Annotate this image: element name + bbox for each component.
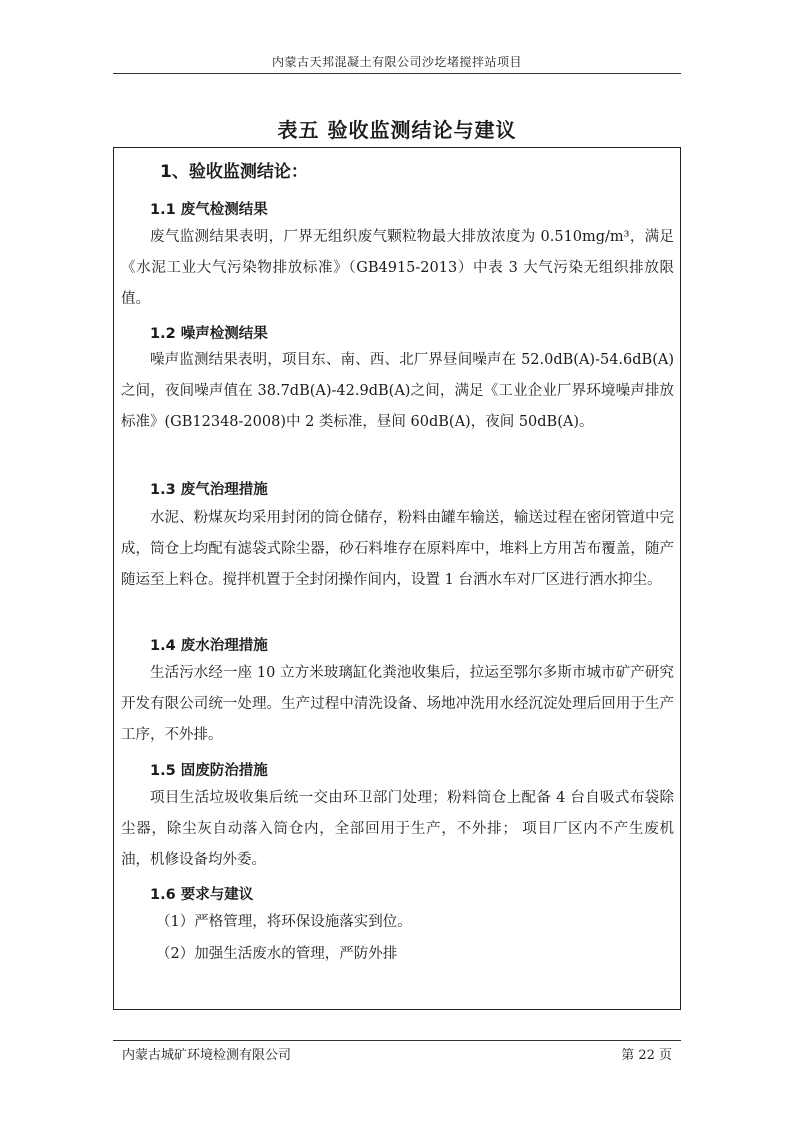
paragraph-noise-results: 噪声监测结果表明，项目东、南、西、北厂界昼间噪声在 52.0dB(A)-54.6dB(A)之间，夜间噪声值在 38.7dB(A)-42.9dB(A)之间，满足《工业企业厂界环境噪声排放标准》(GB12348-2008)中 2 类标准，昼间 60dB(A)，夜间 50dB(A)。	[121, 352, 674, 430]
paragraph-solid-waste-measures: 项目生活垃圾收集后统一交由环卫部门处理；粉料筒仓上配备 4 台自吸式布袋除尘器，除尘灰自动落入筒仓内，全部回用于生产，不外排； 项目厂区内不产生废机油，机修设备均外委。	[121, 790, 674, 868]
page-title: 表五 验收监测结论与建议	[277, 118, 517, 142]
paragraph-wastewater-measures: 生活污水经一座 10 立方米玻璃缸化粪池收集后，拉运至鄂尔多斯市城市矿产研究开发有限公司统一处理。生产过程中清洗设备、场地冲洗用水经沉淀处理后回用于生产工序，不外排。	[121, 665, 674, 743]
list-item-requirement-2: （2）加强生活废水的管理，严防外排	[156, 946, 398, 962]
subheading-noise-results: 1.2 噪声检测结果	[150, 326, 268, 342]
subheading-requirements: 1.6 要求与建议	[150, 887, 254, 903]
footer-company: 内蒙古城矿环境检测有限公司	[122, 1048, 292, 1063]
header-divider	[113, 73, 681, 74]
subheading-solid-waste-measures: 1.5 固废防治措施	[150, 763, 268, 779]
footer-divider	[113, 1040, 681, 1041]
page-header: 内蒙古天邦混凝土有限公司沙圪堵搅拌站项目	[271, 55, 522, 69]
paragraph-exhaust-measures: 水泥、粉煤灰均采用封闭的筒仓储存，粉料由罐车输送，输送过程在密闭管道中完成，筒仓上均配有滤袋式除尘器，砂石料堆存在原料库中，堆料上方用苫布覆盖，随产随运至上料仓。搅拌机置于全封闭操作间内，设置 1 台洒水车对厂区进行洒水抑尘。	[121, 510, 674, 588]
subheading-exhaust-results: 1.1 废气检测结果	[150, 202, 268, 218]
subheading-wastewater-measures: 1.4 废水治理措施	[150, 638, 268, 654]
footer-page-number: 第 22 页	[621, 1048, 672, 1063]
list-item-requirement-1: （1）严格管理，将环保设施落实到位。	[156, 914, 412, 930]
section-heading-conclusions: 1、验收监测结论：	[160, 162, 308, 182]
subheading-exhaust-measures: 1.3 废气治理措施	[150, 482, 268, 498]
paragraph-exhaust-results: 废气监测结果表明，厂界无组织废气颗粒物最大排放浓度为 0.510mg/m³，满足《水泥工业大气污染物排放标准》（GB4915-2013）中表 3 大气污染无组织排放限值。	[121, 229, 674, 307]
